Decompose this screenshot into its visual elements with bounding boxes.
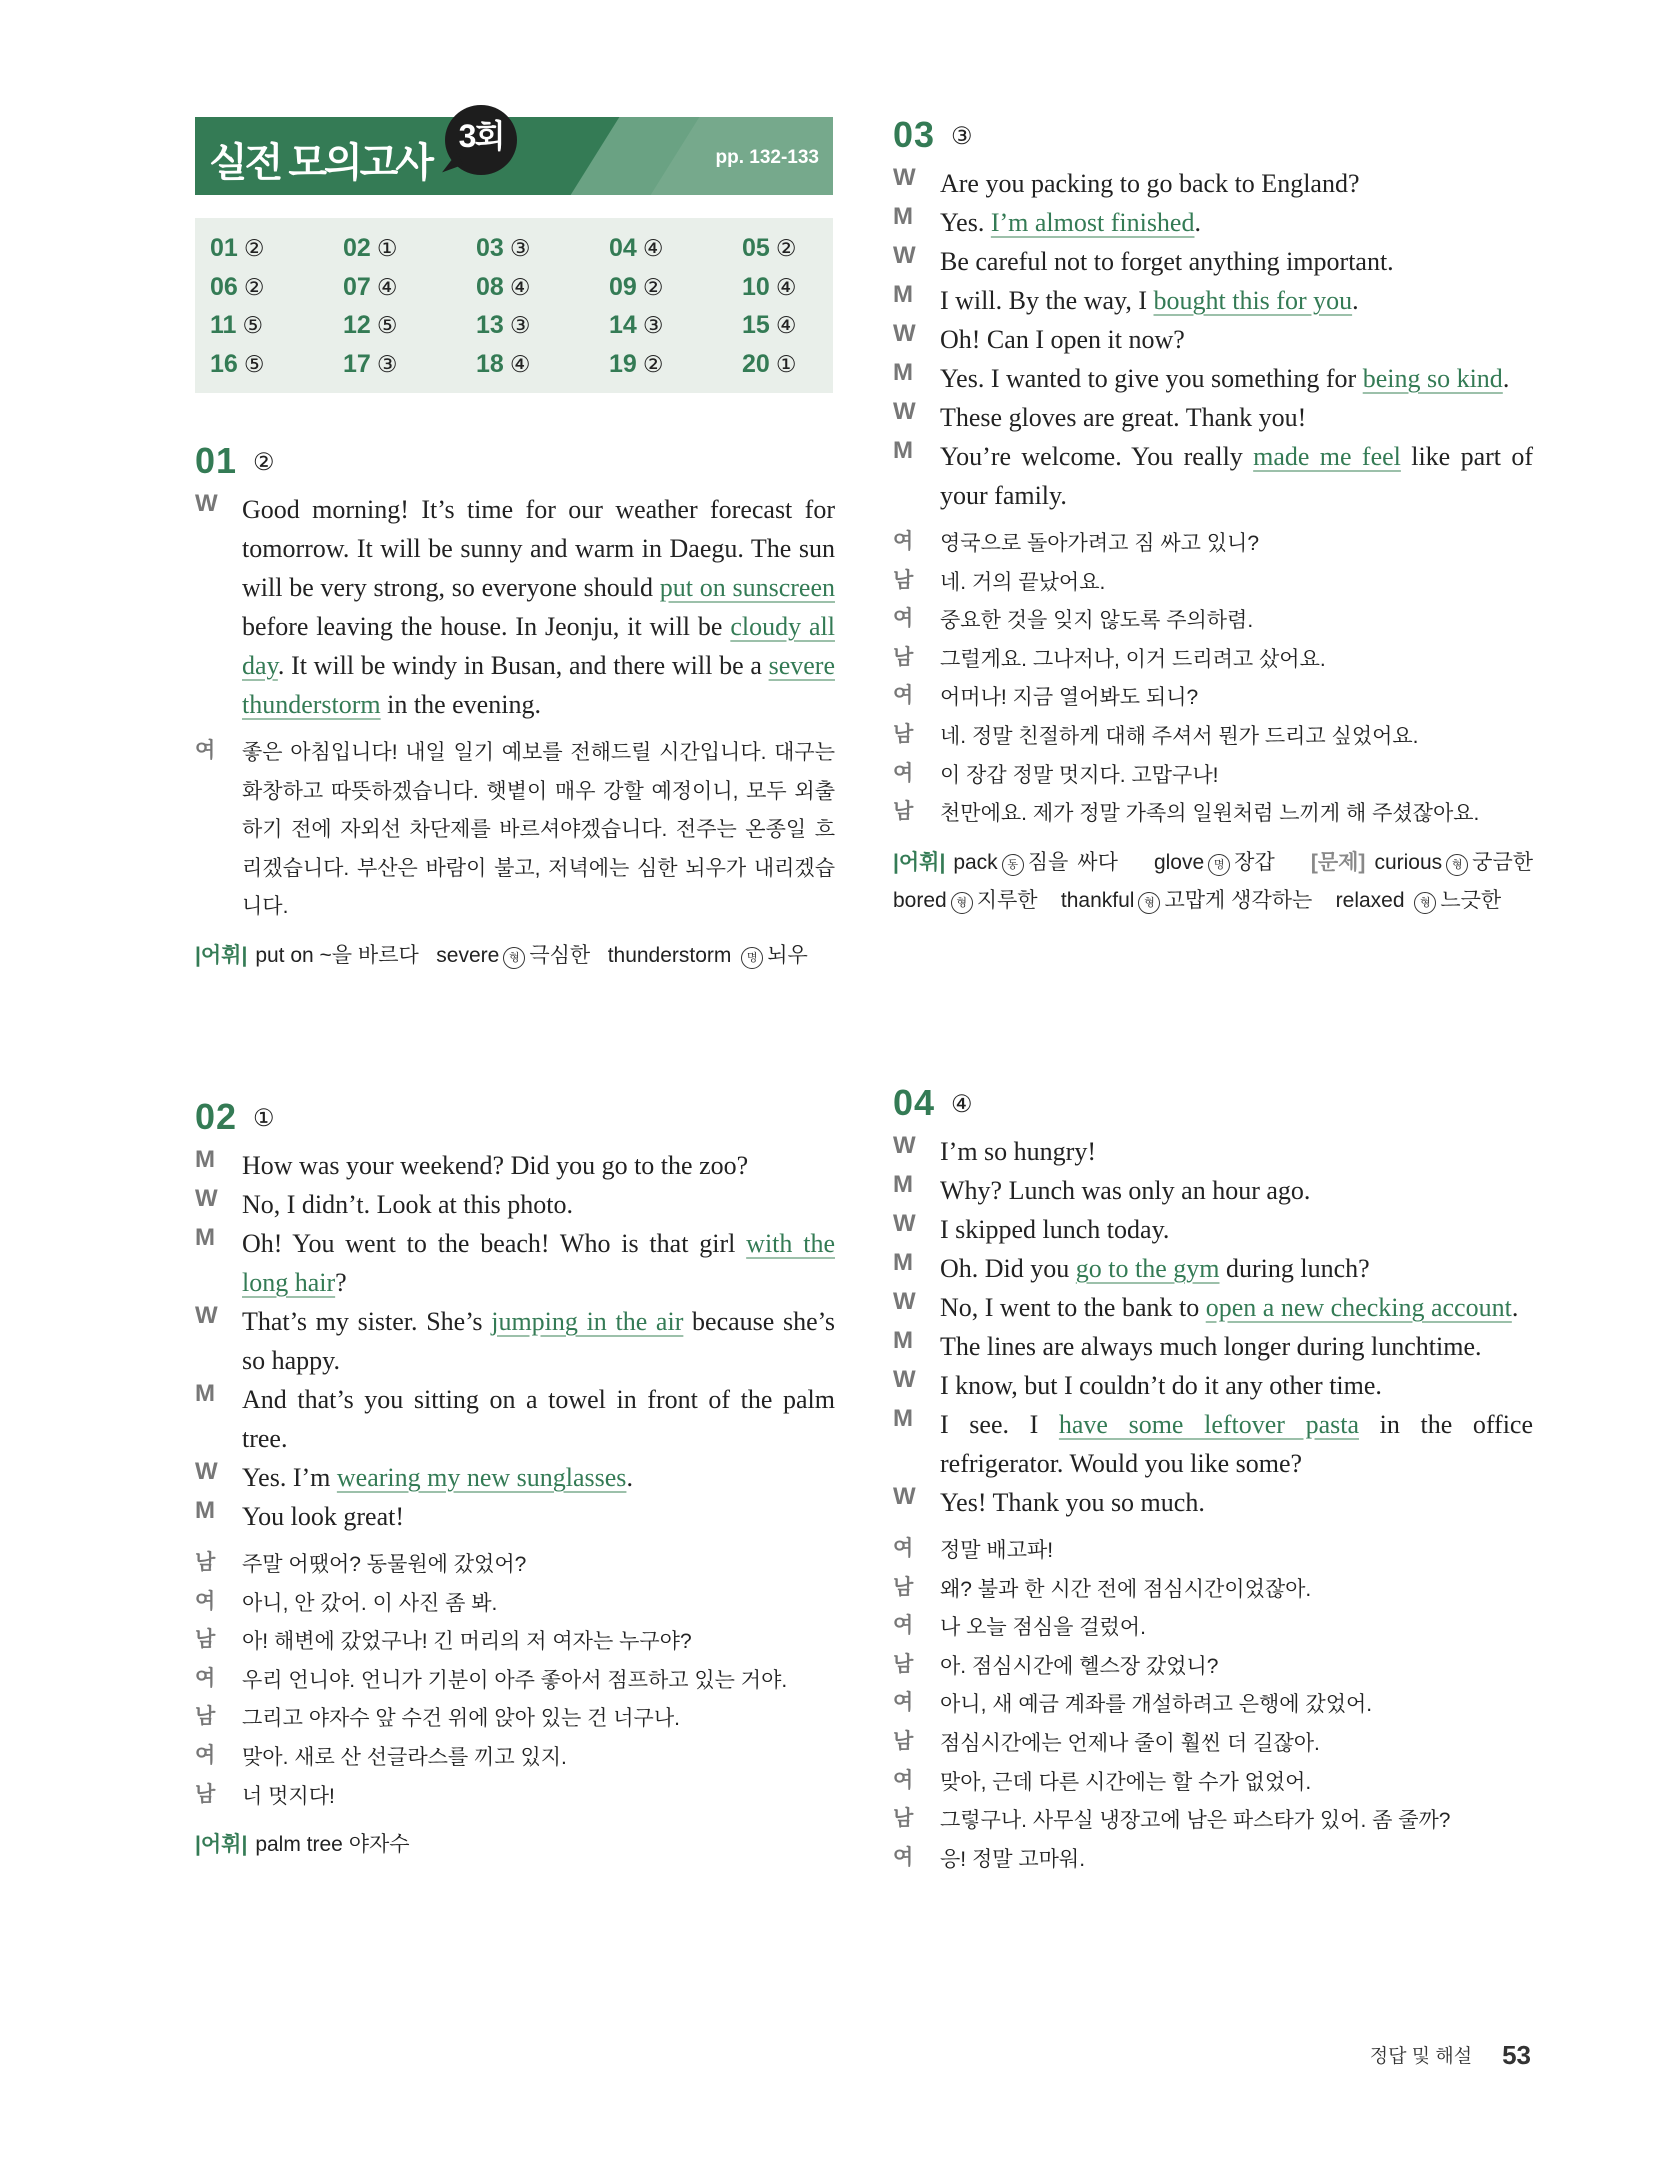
answer-key-number: 11	[210, 311, 237, 339]
answer-key-item	[210, 234, 264, 263]
dialogue-line	[893, 1405, 1533, 1483]
dialogue-text: .	[626, 1463, 633, 1492]
vocabulary-text: pack	[953, 850, 998, 874]
translation-text: 나 오늘 점심을 걸렀어.	[940, 1616, 1146, 1640]
translation-line	[893, 795, 1533, 834]
dialogue-text: Be careful not to forget anything important.	[940, 247, 1394, 276]
dialogue-line	[893, 164, 1533, 203]
answer-key-choice: ④	[775, 313, 797, 339]
speaker-label: 여	[893, 1691, 914, 1715]
korean-translation	[195, 734, 835, 927]
translation-text: 정말 배고파!	[940, 1539, 1054, 1562]
speaker-label: W	[893, 164, 916, 191]
translation-text: 우리 언니야. 언니가 기분이 아주 좋아서 점프하고 있는 거야.	[242, 1668, 788, 1692]
answer-key-item	[476, 311, 530, 340]
answer-key-choice: ④	[509, 351, 531, 378]
dialogue-text: in the office refrigerator. Would you like some?	[940, 1410, 1534, 1478]
dialogue-text: .	[1352, 286, 1359, 315]
dialogue-line	[893, 1132, 1533, 1171]
page-number: 53	[1502, 2040, 1531, 2070]
speaker-label: 남	[195, 1782, 216, 1806]
translation-line	[893, 1532, 1533, 1571]
translation-line	[893, 1609, 1533, 1648]
speaker-label: W	[195, 1302, 218, 1329]
translation-text: 그럴게요. 그나저나, 이거 드리려고 샀어요.	[940, 647, 1326, 671]
answer-key-number: 14	[609, 311, 637, 339]
translation-text: 주말 어땠어? 동물원에 갔었어?	[242, 1553, 527, 1576]
question-number-text: 02	[195, 1096, 238, 1137]
dialogue-text: because she’s so happy.	[242, 1307, 835, 1375]
dialogue-line	[195, 1224, 835, 1302]
speaker-label: 남	[893, 1652, 914, 1676]
answer-key-choice: ③	[509, 313, 531, 339]
question-answer: ②	[253, 448, 276, 476]
dialogue-text: That’s my sister. She’s	[242, 1307, 492, 1336]
translation-text: 그리고 야자수 앞 수건 위에 앉아 있는 건 너구나.	[242, 1707, 680, 1731]
dialogue-text: .	[1511, 1293, 1519, 1322]
translation-line	[893, 718, 1533, 757]
dialogue-text: .	[1194, 208, 1201, 237]
question-number	[893, 114, 1533, 164]
answer-key-number: 13	[476, 311, 504, 339]
speaker-label: 여	[893, 607, 914, 631]
translation-text: 아니, 새 예금 계좌를 개설하려고 은행에 갔었어.	[940, 1693, 1373, 1717]
translation-line	[893, 564, 1533, 603]
translation-text: 맞아. 새로 산 선글라스를 끼고 있지.	[242, 1745, 567, 1769]
speaker-label: M	[195, 1380, 215, 1407]
question-answer: ④	[951, 1090, 974, 1118]
dialogue-text: like part of your family.	[940, 442, 1533, 510]
question-number	[195, 1096, 835, 1146]
answer-key-number: 10	[742, 272, 770, 301]
answer-key-item	[210, 350, 264, 379]
translation-text: 그렇구나. 사무실 냉장고에 남은 파스타가 있어. 좀 줄까?	[940, 1809, 1451, 1833]
dialogue-text: I’m so hungry!	[940, 1137, 1096, 1166]
vocabulary-text: 궁금한 bored	[893, 850, 1557, 913]
speaker-label: W	[893, 1483, 916, 1510]
answer-key-number: 20	[742, 349, 770, 378]
translation-line	[893, 679, 1533, 718]
speaker-label: M	[893, 437, 913, 464]
speaker-label: W	[893, 1210, 916, 1237]
part-of-speech-icon: 동	[1002, 854, 1024, 876]
vocabulary-text: put on ~을 바르다 severe	[255, 943, 500, 967]
translation-text: 맞아, 근데 다른 시간에는 할 수가 없었어.	[940, 1770, 1312, 1794]
dialogue-line	[195, 1458, 835, 1497]
translation-line	[195, 1623, 835, 1662]
speaker-label: M	[893, 1327, 913, 1354]
part-of-speech-icon: 명	[1208, 854, 1230, 876]
translation-text: 아. 점심시간에 헬스장 갔었니?	[940, 1654, 1219, 1678]
dialogue-text: The lines are always much longer during lunchtime.	[940, 1332, 1482, 1361]
vocabulary-label: |어휘|	[893, 850, 946, 874]
answer-key-item	[742, 273, 796, 302]
translation-line	[195, 1662, 835, 1701]
dialogue-text: I will. By the way, I	[940, 286, 1154, 315]
speaker-label: 여	[195, 1666, 216, 1690]
translation-text: 네. 정말 친절하게 대해 주셔서 뭔가 드리고 싶었어요.	[940, 724, 1419, 748]
answer-key-number: 05	[742, 234, 770, 262]
key-phrase: open a new checking account	[1205, 1293, 1512, 1322]
dialogue-line	[893, 437, 1533, 515]
key-phrase: I’m almost finished	[990, 208, 1195, 237]
translation-line	[893, 602, 1533, 641]
translation-line	[893, 1841, 1533, 1880]
translation-text: 너 멋지다!	[242, 1784, 335, 1808]
speaker-label: 남	[893, 568, 914, 592]
speaker-label: 여	[893, 1614, 914, 1638]
question-02	[195, 1096, 835, 1865]
speaker-label: M	[893, 203, 913, 230]
dialogue-text: Oh! You went to the beach! Who is that girl	[242, 1229, 747, 1258]
answer-key-item	[609, 311, 663, 340]
translation-text: 점심시간에는 언제나 줄이 훨씬 더 길잖아.	[940, 1731, 1320, 1755]
dialogue-line	[195, 1497, 835, 1536]
translation-line	[893, 1802, 1533, 1841]
dialogue-text: Are you packing to go back to England?	[940, 169, 1360, 198]
key-phrase: go to the gym	[1075, 1254, 1220, 1283]
korean-translation	[893, 525, 1533, 834]
dialogue-line	[893, 242, 1533, 281]
dialogue-line	[893, 281, 1533, 320]
answer-key-choice: ②	[243, 274, 265, 301]
speaker-label: W	[893, 1366, 916, 1393]
speaker-label: W	[195, 1458, 218, 1485]
translation-text: 아! 해변에 갔었구나! 긴 머리의 저 여자는 누구야?	[242, 1630, 692, 1654]
answer-key-number: 06	[210, 272, 238, 301]
answer-key-choice: ③	[376, 351, 398, 378]
answer-key-item	[343, 234, 397, 263]
answer-key-number: 19	[609, 349, 637, 378]
speaker-label: M	[195, 1224, 215, 1251]
translation-text: 천만에요. 제가 정말 가족의 일원처럼 느끼게 해 주셨잖아요.	[940, 802, 1480, 826]
answer-key-number: 01	[210, 234, 238, 262]
answer-key-panel	[195, 218, 833, 393]
dialogue-text: How was your weekend? Did you go to the zoo?	[242, 1151, 749, 1180]
vocabulary	[195, 1826, 835, 1865]
dialogue-text: Good morning! It’s time for our weather forecast for tomorrow. It will be sunny and warm in Daegu. The sun will be very strong, so everyone should	[242, 495, 835, 602]
answer-key-item	[609, 234, 663, 263]
key-phrase: wearing my new sunglasses	[336, 1463, 627, 1492]
speaker-label: M	[893, 281, 913, 308]
speaker-label: W	[893, 1288, 916, 1315]
dialogue-text: in the evening.	[380, 690, 541, 719]
question-number	[893, 1082, 1533, 1132]
vocabulary-label: |어휘|	[195, 943, 248, 967]
vocabulary-text: 짐을 싸다 glove	[1027, 850, 1205, 874]
footer-label: 정답 및 해설	[1369, 2046, 1473, 2067]
dialogue-line	[195, 1380, 835, 1458]
dialogue-line	[893, 1288, 1533, 1327]
question-answer: ①	[253, 1104, 276, 1132]
answer-key-item	[343, 311, 397, 340]
answer-key-number: 17	[343, 349, 371, 378]
answer-key-choice: ②	[642, 274, 664, 301]
speaker-label: M	[893, 1249, 913, 1276]
vocabulary-text: 극심한 thunderstorm	[529, 943, 738, 967]
dialogue-line	[195, 1302, 835, 1380]
speaker-label: 남	[893, 1729, 914, 1753]
korean-translation	[195, 1546, 835, 1816]
dialogue-text: Oh. Did you	[940, 1254, 1076, 1283]
answer-key-choice: ⑤	[376, 313, 398, 339]
dialogue-text: Why? Lunch was only an hour ago.	[940, 1176, 1311, 1205]
translation-text: 영국으로 돌아가려고 짐 싸고 있니?	[940, 532, 1260, 555]
dialogue-text: I see. I	[940, 1410, 1059, 1439]
answer-key-choice: ⑤	[242, 313, 264, 339]
key-phrase: severe thunderstorm	[242, 651, 835, 719]
answer-key-item	[742, 234, 796, 263]
answer-key-choice: ④	[509, 274, 531, 301]
answer-key-choice: ④	[376, 274, 398, 301]
answer-key-number: 09	[609, 272, 637, 301]
translation-line	[893, 1764, 1533, 1803]
speaker-label: M	[893, 359, 913, 386]
answer-key-number: 12	[343, 311, 371, 339]
answer-key-item	[609, 350, 663, 379]
question-number-text: 04	[893, 1082, 936, 1123]
vocabulary-text: 뇌우	[767, 943, 808, 967]
vocabulary	[893, 844, 1557, 921]
answer-key-item	[476, 273, 530, 302]
translation-text: 어머나! 지금 열어봐도 되니?	[940, 686, 1199, 710]
answer-key-choice: ②	[775, 236, 797, 262]
speaker-label: 남	[195, 1705, 216, 1729]
answer-key-item	[210, 273, 264, 302]
vocabulary-label: |어휘|	[195, 1833, 248, 1857]
vocabulary-text: curious	[1365, 850, 1443, 874]
vocabulary-text: 장갑	[1234, 850, 1311, 874]
answer-key-number: 02	[343, 234, 371, 262]
key-phrase: cloudy all day	[242, 612, 835, 680]
translation-text: 아니, 안 갔어. 이 사진 좀 봐.	[242, 1591, 498, 1615]
answer-key-item	[476, 234, 530, 263]
translation-line	[195, 1585, 835, 1624]
translation-line	[893, 1648, 1533, 1687]
speaker-label: W	[893, 320, 916, 347]
dialogue-line	[893, 359, 1533, 398]
question-number-text: 03	[893, 114, 936, 155]
speaker-label: 여	[893, 1845, 914, 1869]
dialogue-line	[893, 1249, 1533, 1288]
english-dialogue	[893, 164, 1533, 515]
dialogue-line	[893, 320, 1533, 359]
translation-text: 네. 거의 끝났어요.	[940, 570, 1106, 594]
dialogue-line	[893, 1366, 1533, 1405]
translation-line	[195, 1778, 835, 1817]
speaker-label: 여	[195, 1743, 216, 1767]
key-phrase: with the long hair	[242, 1229, 835, 1297]
answer-key-item	[343, 273, 397, 302]
key-phrase: jumping in the air	[491, 1307, 684, 1336]
answer-key-number: 07	[343, 272, 371, 301]
key-phrase: made me feel	[1253, 442, 1401, 471]
dialogue-line	[893, 1327, 1533, 1366]
speaker-label: M	[195, 1146, 215, 1173]
translation-text: 중요한 것을 잊지 않도록 주의하렴.	[940, 609, 1254, 633]
dialogue-line	[893, 398, 1533, 437]
answer-key-number: 18	[476, 349, 504, 378]
translation-line	[195, 1739, 835, 1778]
speaker-label: W	[893, 242, 916, 269]
vocabulary-text: 고맙게 생각하는 relaxed	[1164, 889, 1411, 913]
answer-key-number: 15	[742, 311, 770, 339]
korean-translation	[893, 1532, 1533, 1879]
question-04	[893, 1082, 1533, 1879]
answer-key-number: 16	[210, 349, 238, 378]
part-of-speech-icon: 명	[741, 947, 763, 969]
speaker-label: 여	[893, 761, 914, 785]
dialogue-text: during lunch?	[1219, 1254, 1370, 1283]
translation-text: 왜? 불과 한 시간 전에 점심시간이었잖아.	[940, 1577, 1312, 1601]
dialogue-text: I skipped lunch today.	[940, 1215, 1170, 1244]
key-phrase: put on sunscreen	[659, 573, 835, 602]
dialogue-line	[893, 1171, 1533, 1210]
dialogue-line	[893, 1483, 1533, 1522]
speaker-label: M	[893, 1171, 913, 1198]
translation-line	[893, 525, 1533, 564]
dialogue-line	[195, 490, 835, 724]
speaker-label: W	[893, 1132, 916, 1159]
translation-line	[195, 1700, 835, 1739]
vocabulary-text: 느긋한	[1440, 889, 1502, 913]
answer-key-choice: ①	[775, 351, 797, 378]
test-title: 실전 모의고사	[209, 141, 431, 185]
vocabulary-text: palm tree 야자수	[255, 1833, 410, 1857]
english-dialogue	[195, 1146, 835, 1536]
answer-key-choice: ②	[642, 351, 664, 378]
translation-text: 응! 정말 고마워.	[940, 1847, 1086, 1871]
answer-key-item	[742, 311, 796, 340]
key-phrase: have some leftover pasta	[1058, 1410, 1359, 1439]
part-of-speech-icon: 형	[1446, 854, 1468, 876]
answer-key-choice: ③	[642, 313, 664, 339]
speaker-label: 여	[893, 684, 914, 708]
dialogue-text: You’re welcome. You really	[940, 442, 1254, 471]
answer-key-number: 08	[476, 272, 504, 301]
dialogue-text: Yes. I’m	[242, 1463, 337, 1492]
speaker-label: 남	[195, 1628, 216, 1652]
speaker-label: W	[893, 398, 916, 425]
translation-line	[195, 1546, 835, 1585]
answer-key-choice: ①	[376, 236, 398, 262]
speaker-label: 남	[893, 800, 914, 824]
dialogue-line	[893, 1210, 1533, 1249]
vocabulary	[195, 937, 835, 976]
part-of-speech-icon: 형	[1138, 892, 1160, 914]
answer-key-number: 03	[476, 234, 504, 262]
answer-key-choice: ③	[509, 236, 531, 262]
key-phrase: bought this for you	[1153, 286, 1353, 315]
question-number-text: 01	[195, 440, 238, 481]
dialogue-text: No, I didn’t. Look at this photo.	[242, 1190, 574, 1219]
dialogue-text: ?	[335, 1268, 347, 1297]
speaker-label: 여	[893, 530, 914, 553]
speaker-label: 여	[195, 739, 216, 762]
dialogue-text: I know, but I couldn’t do it any other time.	[940, 1371, 1382, 1400]
translation-line	[893, 1571, 1533, 1610]
speaker-label: 남	[195, 1551, 216, 1574]
answer-key-item	[476, 350, 530, 379]
dialogue-text: Yes. I wanted to give you something for	[940, 364, 1363, 393]
answer-key-item	[609, 273, 663, 302]
dialogue-text: . It will be windy in Busan, and there will be a	[277, 651, 769, 680]
dialogue-line	[893, 203, 1533, 242]
round-badge: 3회	[445, 105, 517, 175]
vocabulary-sublabel: [문제]	[1310, 850, 1366, 874]
dialogue-text: You look great!	[242, 1502, 405, 1531]
dialogue-text: Yes! Thank you so much.	[940, 1488, 1205, 1517]
page-footer	[1370, 2040, 1531, 2071]
speaker-label: 남	[893, 722, 914, 746]
answer-key-item	[343, 350, 397, 379]
question-number	[195, 440, 835, 490]
speaker-label: 여	[893, 1768, 914, 1792]
speaker-label: 여	[893, 1537, 914, 1560]
translation-text: 이 장갑 정말 멋지다. 고맙구나!	[940, 763, 1219, 787]
question-answer: ③	[951, 122, 974, 150]
translation-line	[893, 641, 1533, 680]
translation-line	[893, 1725, 1533, 1764]
speaker-label: 남	[893, 1575, 914, 1599]
speaker-label: 남	[893, 1807, 914, 1831]
part-of-speech-icon: 형	[1414, 892, 1436, 914]
answer-key-choice: ④	[775, 274, 797, 301]
page-range: pp. 132-133	[715, 147, 819, 168]
dialogue-text: These gloves are great. Thank you!	[940, 403, 1307, 432]
answer-key-choice: ②	[243, 236, 265, 262]
speaker-label: W	[195, 1185, 218, 1212]
answer-key-choice: ⑤	[243, 351, 265, 378]
dialogue-text: No, I went to the bank to	[940, 1293, 1206, 1322]
dialogue-text: .	[1502, 364, 1510, 393]
part-of-speech-icon: 형	[951, 892, 973, 914]
answer-key-item	[742, 350, 796, 379]
dialogue-text: Yes.	[940, 208, 991, 237]
speaker-label: 여	[195, 1589, 216, 1613]
speaker-label: M	[195, 1497, 215, 1524]
answer-key-number: 04	[609, 234, 637, 262]
speaker-label: 남	[893, 645, 914, 669]
english-dialogue	[893, 1132, 1533, 1522]
answer-key-choice: ④	[642, 236, 664, 262]
translation-line	[195, 734, 835, 927]
answer-key-item	[210, 311, 263, 340]
key-phrase: being so kind	[1362, 364, 1503, 393]
dialogue-text: Oh! Can I open it now?	[940, 325, 1185, 354]
translation-text: 좋은 아침입니다! 내일 일기 예보를 전해드릴 시간입니다. 대구는 화창하고 따뜻하겠습니다. 햇볕이 매우 강할 예정이니, 모두 외출하기 전에 자외선 차단제를 바르셔야겠습니다. 전주는 온종일 흐리겠습니다. 부산은 바람이 불고, 저녁에는 심한 뇌우가 내리겠습니다.	[242, 741, 835, 919]
vocabulary-text: 지루한 thankful	[976, 889, 1135, 913]
speaker-label: M	[893, 1405, 913, 1432]
dialogue-text: before leaving the house. In Jeonju, it will be	[242, 612, 731, 641]
question-03	[893, 114, 1557, 921]
translation-line	[893, 757, 1533, 796]
speaker-label: W	[195, 490, 218, 517]
question-01	[195, 440, 835, 976]
dialogue-line	[195, 1146, 835, 1185]
dialogue-text: And that’s you sitting on a towel in front of the palm tree.	[242, 1385, 835, 1453]
translation-line	[893, 1686, 1533, 1725]
part-of-speech-icon: 형	[503, 947, 525, 969]
dialogue-line	[195, 1185, 835, 1224]
english-dialogue	[195, 490, 835, 724]
